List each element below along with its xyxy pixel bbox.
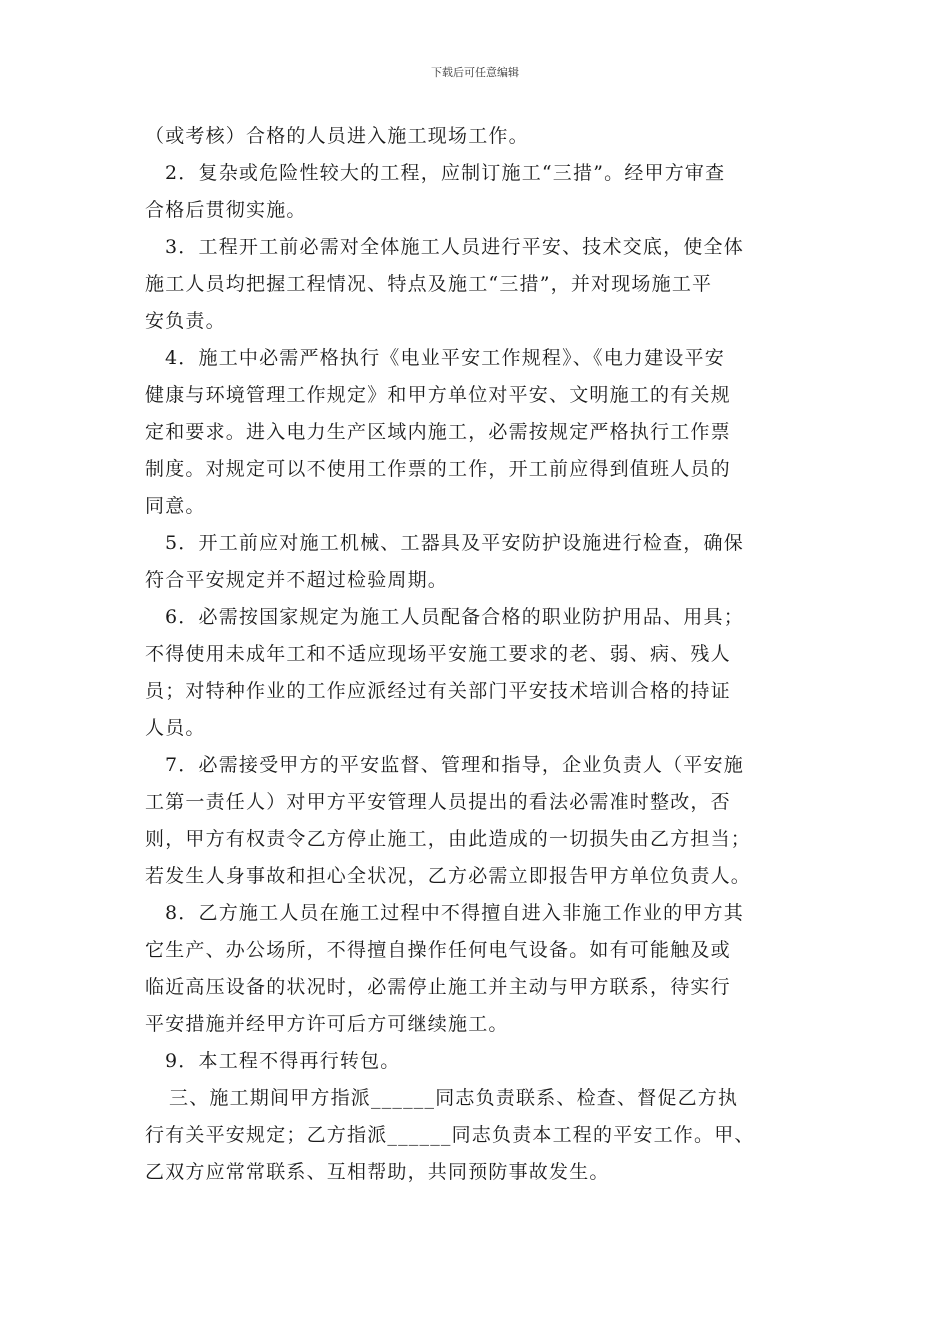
document-body [145, 118, 815, 1191]
text-line: 员；对特种作业的工作应派经过有关部门平安技术培训合格的持证 [145, 680, 731, 702]
page-header: 下载后可任意编辑 [431, 66, 519, 79]
text-line: 2．复杂或危险性较大的工程，应制订施工“三措”。经甲方审查 [165, 162, 726, 184]
text-line: 符合平安规定并不超过检验周期。 [145, 569, 449, 591]
text-line: 它生产、办公场所，不得擅自操作任何电气设备。如有可能触及或 [145, 939, 731, 961]
text-line: 平安措施并经甲方许可后方可继续施工。 [145, 1013, 509, 1035]
text-line: 9．本工程不得再行转包。 [165, 1050, 401, 1072]
text-line: 安负责。 [145, 310, 226, 332]
text-line: 定和要求。进入电力生产区域内施工，必需按规定严格执行工作票 [145, 421, 731, 443]
text-line: 合格后贯彻实施。 [145, 199, 307, 221]
text-line: 临近高压设备的状况时，必需停止施工并主动与甲方联系，待实行 [145, 976, 731, 998]
text-line: （或考核）合格的人员进入施工现场工作。 [145, 125, 529, 147]
text-line: 人员。 [145, 717, 206, 739]
text-line: 健康与环境管理工作规定》和甲方单位对平安、文明施工的有关规 [145, 384, 731, 406]
text-line: 三、施工期间甲方指派______同志负责联系、检查、督促乙方执 [169, 1087, 739, 1109]
text-line: 不得使用未成年工和不适应现场平安施工要求的老、弱、病、残人 [145, 643, 731, 665]
text-line: 7．必需接受甲方的平安监督、管理和指导，企业负责人（平安施 [165, 754, 744, 776]
text-line: 4．施工中必需严格执行《电业平安工作规程》、《电力建设平安 [165, 347, 725, 369]
text-line: 施工人员均把握工程情况、特点及施工“三措”，并对现场施工平 [145, 273, 713, 295]
text-line: 工第一责任人）对甲方平安管理人员提出的看法必需准时整改，否 [145, 791, 731, 813]
text-line: 若发生人身事故和担心全状况，乙方必需立即报告甲方单位负责人。 [145, 865, 752, 887]
text-line: 制度。对规定可以不使用工作票的工作，开工前应得到值班人员的 [145, 458, 731, 480]
text-line: 乙双方应常常联系、互相帮助，共同预防事故发生。 [145, 1161, 610, 1183]
text-line: 6．必需按国家规定为施工人员配备合格的职业防护用品、用具； [165, 606, 744, 628]
text-line: 8．乙方施工人员在施工过程中不得擅自进入非施工作业的甲方其 [165, 902, 744, 924]
text-line: 行有关平安规定；乙方指派______同志负责本工程的平安工作。甲、 [145, 1124, 755, 1146]
text-line: 3．工程开工前必需对全体施工人员进行平安、技术交底，使全体 [165, 236, 744, 258]
text-line: 则，甲方有权责令乙方停止施工，由此造成的一切损失由乙方担当； [145, 828, 752, 850]
text-line: 同意。 [145, 495, 206, 517]
text-line: 5．开工前应对施工机械、工器具及平安防护设施进行检查，确保 [165, 532, 744, 554]
